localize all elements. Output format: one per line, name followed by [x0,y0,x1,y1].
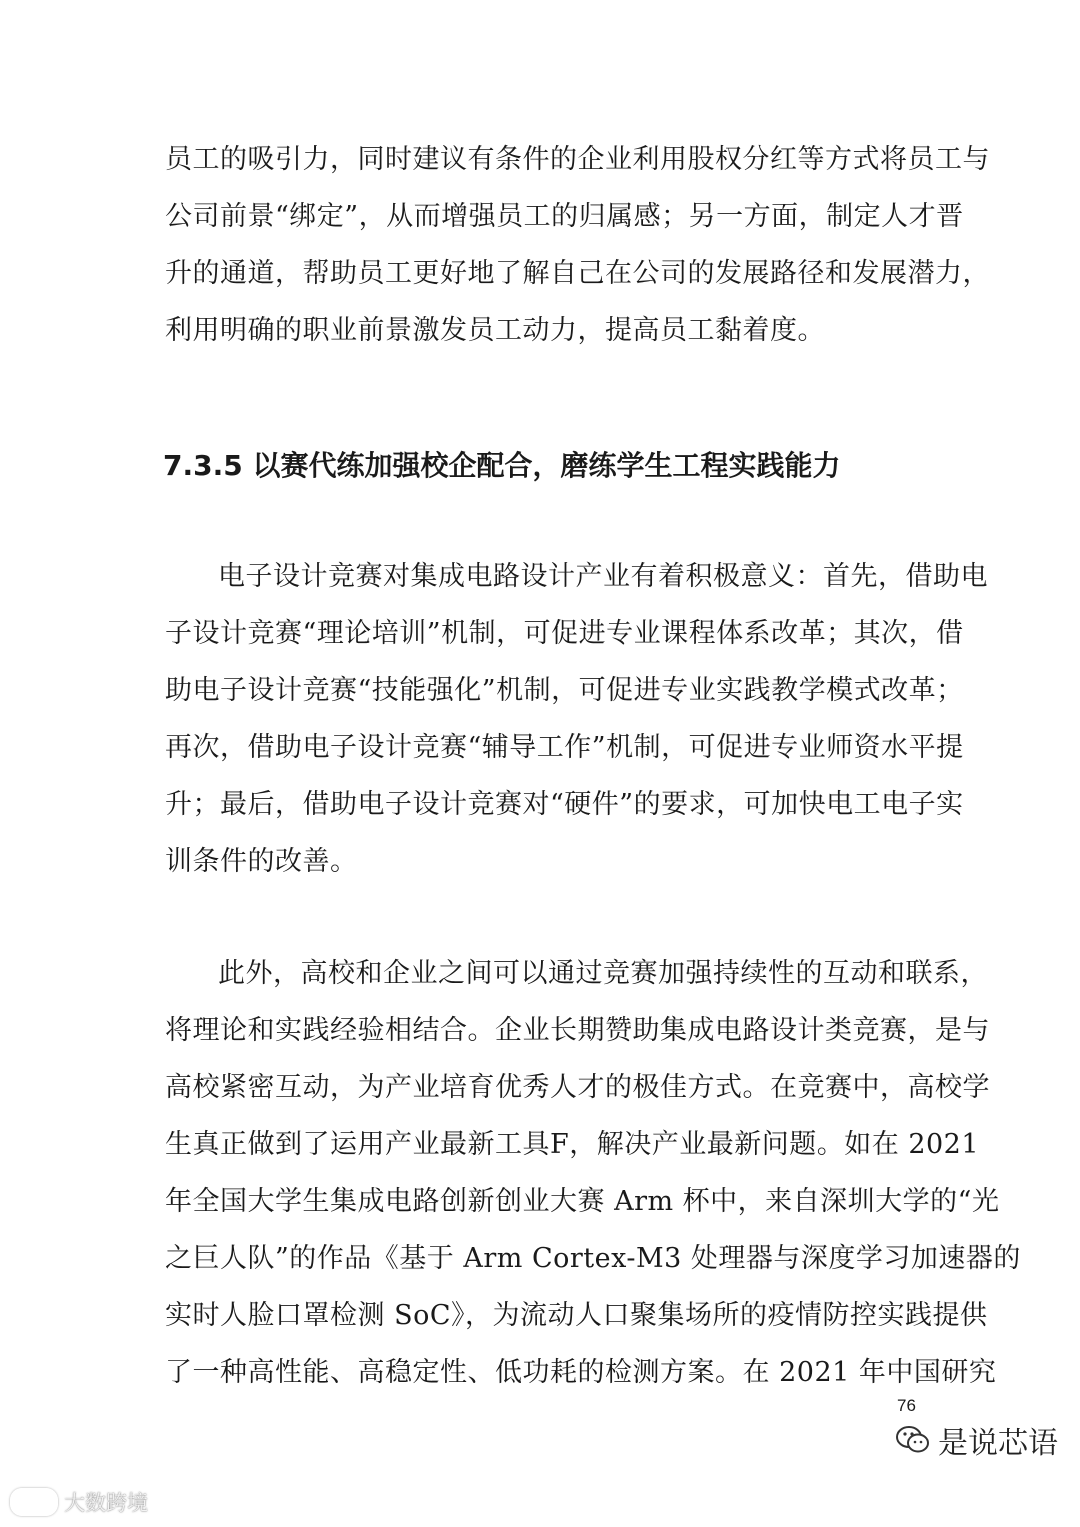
para2-line-6: 训条件的改善。 [165,846,358,877]
para3-line-8: 了一种高性能、高稳定性、低功耗的检测方案。在 2021 年中国研究 [165,1357,997,1388]
watermark-right-text: 是说芯语 [938,1426,1058,1461]
para2-line-1: 电子设计竞赛对集成电路设计产业有着积极意义：首先，借助电 [218,561,988,592]
wechat-icon [896,1425,930,1455]
para3-line-1: 此外，高校和企业之间可以通过竞赛加强持续性的互动和联系， [218,958,988,989]
loop-logo-icon [10,1488,58,1516]
para2-line-2: 子设计竞赛“理论培训”机制，可促进专业课程体系改革；其次，借 [165,618,964,649]
para3-line-5: 年全国大学生集成电路创新创业大赛 Arm 杯中，来自深圳大学的“光 [165,1186,1000,1217]
page-number: 76 [897,1396,916,1415]
para2-line-5: 升；最后，借助电子设计竞赛对“硬件”的要求，可加快电工电子实 [165,789,964,820]
para3-line-2: 将理论和实践经验相结合。企业长期赞助集成电路设计类竞赛，是与 [165,1015,990,1046]
para2-line-3: 助电子设计竞赛“技能强化”机制，可促进专业实践教学模式改革； [165,675,964,706]
para2-line-4: 再次，借助电子设计竞赛“辅导工作”机制，可促进专业师资水平提 [165,732,964,763]
section-heading: 7.3.5 以赛代练加强校企配合，磨练学生工程实践能力 [163,449,841,482]
para3-line-3: 高校紧密互动，为产业培育优秀人才的极佳方式。在竞赛中，高校学 [165,1072,990,1103]
para1-line-1: 员工的吸引力，同时建议有条件的企业利用股权分红等方式将员工与 [165,144,990,175]
para3-line-7: 实时人脸口罩检测 SoC》，为流动人口聚集场所的疫情防控实践提供 [165,1300,988,1331]
watermark-wechat [896,1418,1058,1462]
para1-line-2: 公司前景“绑定”，从而增强员工的归属感；另一方面，制定人才晋 [165,201,964,232]
para1-line-4: 利用明确的职业前景激发员工动力，提高员工黏着度。 [165,315,825,346]
para3-line-4: 生真正做到了运用产业最新工具F，解决产业最新问题。如在 2021 [165,1129,980,1160]
para3-line-6: 之巨人队”的作品《基于 Arm Cortex-M3 处理器与深度学习加速器的 [165,1243,1021,1274]
watermark-left-text: 大数跨境 [64,1491,148,1515]
watermark-corner [10,1487,148,1517]
para1-line-3: 升的通道，帮助员工更好地了解自己在公司的发展路径和发展潜力， [165,258,990,289]
